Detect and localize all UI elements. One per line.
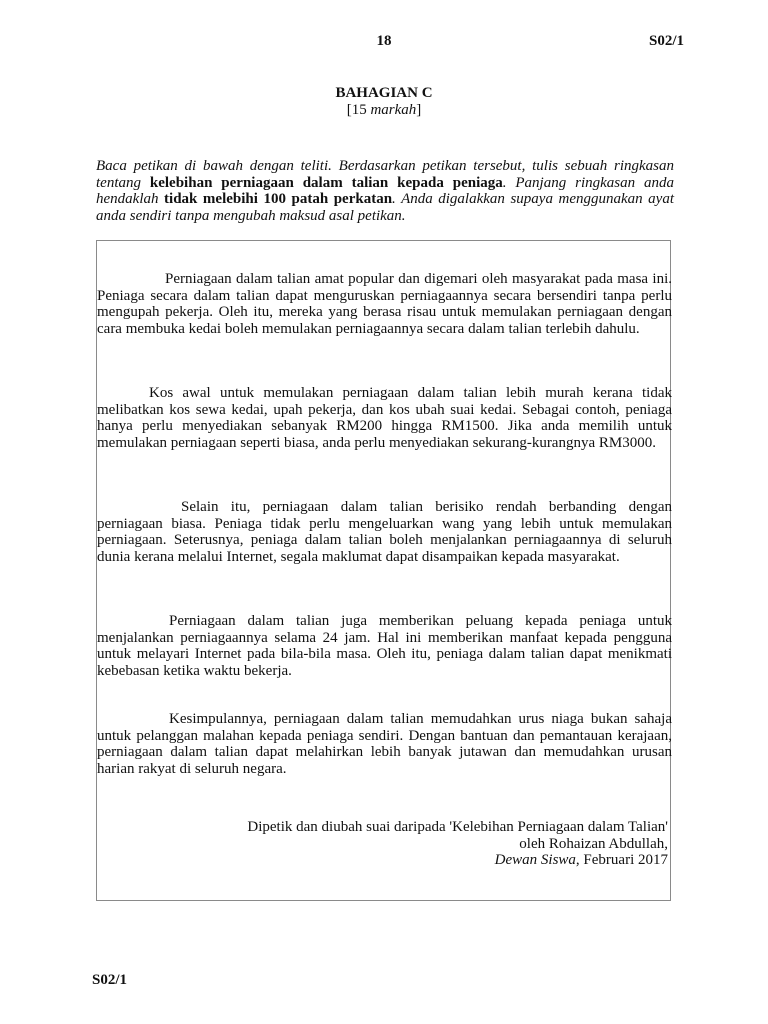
source-line-3 (247, 852, 668, 869)
marks-close: ] (416, 102, 422, 118)
section-title: BAHAGIAN C (335, 85, 433, 101)
instructions-bold1: kelebihan perniagaan dalam talian kepada peniaga (149, 174, 503, 191)
passage-box (96, 240, 671, 901)
source-line-1: Dipetik dan diubah suai daripada 'Kelebihan Perniagaan dalam Talian' (247, 819, 668, 835)
marks-word: markah (370, 102, 417, 118)
source-line-2: oleh Rohaizan Abdullah, (519, 835, 668, 852)
instructions-bold2: tidak melebihi 100 patah perkatan (164, 191, 393, 207)
section-marks (0, 102, 768, 119)
instructions-part3: . Anda digalakkan supaya menggunakan ayat anda sendiri tanpa mengubah maksud asal petikan. (96, 191, 674, 224)
passage-paragraph-2: Kos awal untuk memulakan perniagaan dalam talian lebih murah kerana tidak melibatkan kos sewa kedai, upah pekerja, dan kos ubah suai kedai. Sebagai contoh, peniaga hanya perlu menyediakan sebanyak RM200 hingga RM1500. Jika anda memilih untuk memulakan perniagaan seperti biasa, anda perlu menyediakan sekurang-kurangnya RM3000. (97, 385, 672, 451)
instructions-part2: . Panjang ringkasan anda hendaklah (96, 174, 674, 207)
passage-source (247, 819, 668, 869)
instructions (96, 158, 674, 224)
source-publication: Dewan Siswa (494, 852, 576, 868)
passage-paragraph-4: Perniagaan dalam talian juga memberikan peluang kepada peniaga untuk menjalankan perniagaannya selama 24 jam. Hal ini memberikan manfaat kepada pengguna untuk melayari Internet pada bila-bila masa. Oleh itu, peniaga dalam talian dapat menikmati kebebasan ketika waktu bekerja. (97, 613, 672, 679)
instructions-part1: Baca petikan di bawah dengan teliti. Berdasarkan petikan tersebut, tulis sebuah ringkasan tentang (96, 158, 674, 191)
marks-open: [15 (346, 102, 371, 118)
passage-paragraph-3: Selain itu, perniagaan dalam talian berisiko rendah berbanding dengan perniagaan biasa. Peniaga tidak perlu mengeluarkan wang yang lebih untuk memulakan perniagaan. Seterusnya, peniaga dalam talian boleh menjalankan perniagaannya di seluruh dunia kerana melalui Internet, segala maklumat dapat disampaikan kepada masyarakat. (97, 499, 672, 565)
passage-paragraph-5: Kesimpulannya, perniagaan dalam talian memudahkan urus niaga bukan sahaja untuk pelanggan malahan kepada peniaga sendiri. Dengan bantuan dan pemantauan kerajaan, perniagaan dalam talian dapat melahirkan lebih banyak jutawan dan memudahkan urusan harian rakyat di seluruh negara. (97, 711, 672, 777)
paper-code-bottom: S02/1 (92, 972, 128, 988)
source-date: , Februari 2017 (575, 852, 668, 868)
page-number: 18 (376, 33, 392, 49)
paper-code-top: S02/1 (648, 33, 684, 49)
passage-paragraph-1: Perniagaan dalam talian amat popular dan digemari oleh masyarakat pada masa ini. Peniaga secara dalam talian dapat menguruskan perniagaannya secara bersendiri tanpa perlu mengupah pekerja. Oleh itu, mereka yang berasa risau untuk memulakan perniagaan dengan cara membuka kedai boleh memulakan perniagaannya secara dalam talian terlebih dahulu. (97, 271, 672, 337)
